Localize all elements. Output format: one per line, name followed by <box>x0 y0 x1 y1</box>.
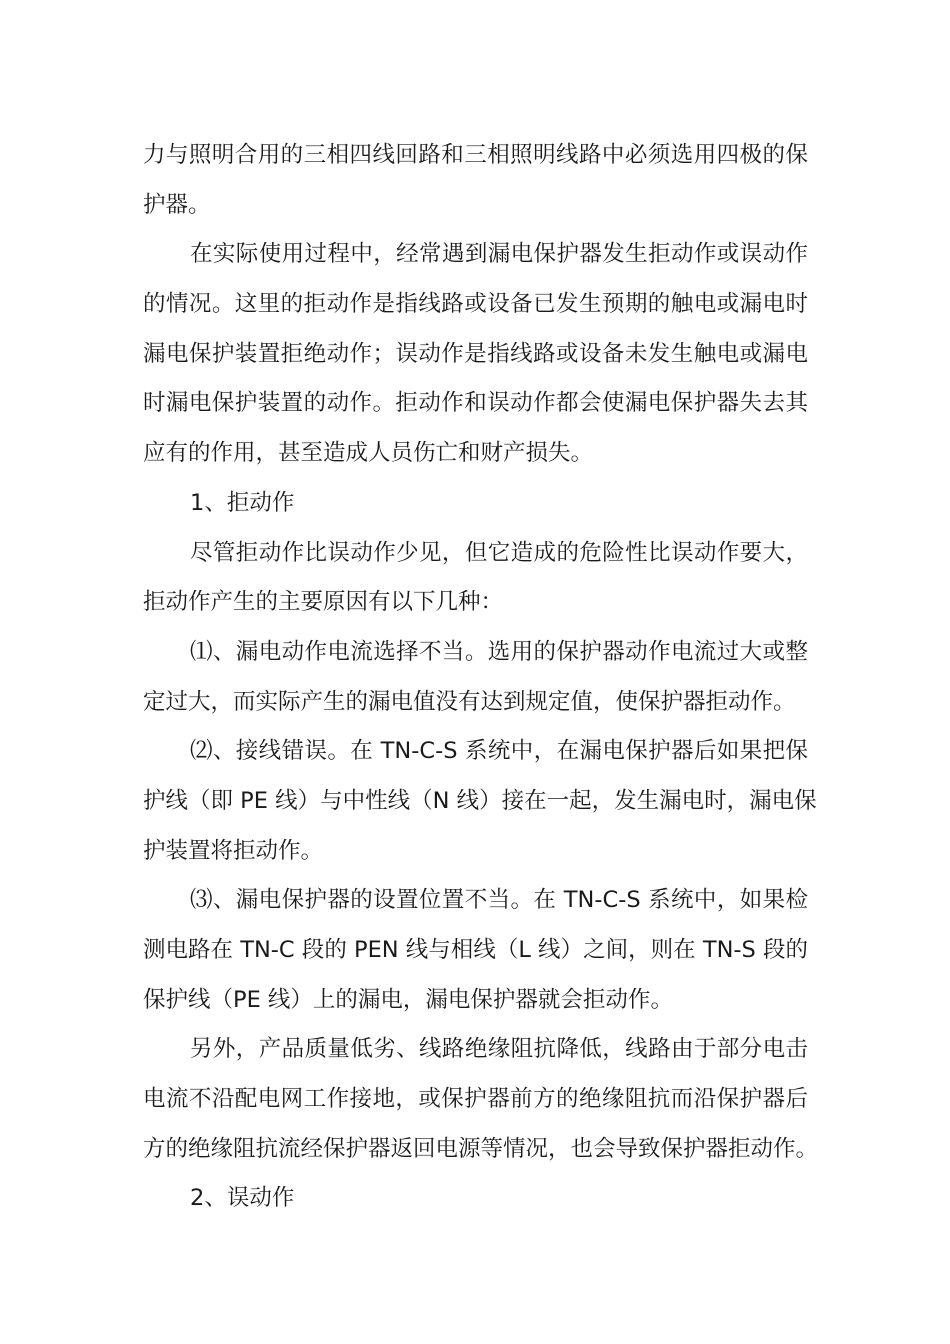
text-line: 方的绝缘阻抗流经保护器返回电源等情况，也会导致保护器拒动作。 <box>143 1135 819 1162</box>
text-line: 护器。 <box>143 191 211 218</box>
text-line: 另外，产品质量低劣、线路绝缘阻抗降低，线路由于部分电击 <box>190 1036 808 1063</box>
text-line: 应有的作用，甚至造成人员伤亡和财产损失。 <box>143 440 594 467</box>
text-line: 2、误动作 <box>190 1185 295 1212</box>
text-line: 1、拒动作 <box>190 489 295 516</box>
text-line: 测电路在 TN-C 段的 PEN 线与相线（L 线）之间，则在 TN-S 段的 <box>143 937 808 963</box>
text-line: ⑶、漏电保护器的设置位置不当。在 TN-C-S 系统中，如果检 <box>190 887 808 914</box>
text-line: 护装置将拒动作。 <box>143 837 324 864</box>
text-line: 漏电保护装置拒绝动作；误动作是指线路或设备未发生触电或漏电 <box>143 340 808 367</box>
text-line: 电流不沿配电网工作接地，或保护器前方的绝缘阻抗而沿保护器后 <box>143 1086 808 1113</box>
text-line: ⑴、漏电动作电流选择不当。选用的保护器动作电流过大或整 <box>190 638 808 665</box>
text-line: 定过大，而实际产生的漏电值没有达到规定值，使保护器拒动作。 <box>143 688 796 715</box>
document-body <box>143 131 819 1224</box>
text-line: ⑵、接线错误。在 TN-C-S 系统中，在漏电保护器后如果把保 <box>190 738 808 765</box>
text-line: 保护线（PE 线）上的漏电，漏电保护器就会拒动作。 <box>143 986 673 1013</box>
text-line: 的情况。这里的拒动作是指线路或设备已发生预期的触电或漏电时 <box>143 291 808 318</box>
text-line: 力与照明合用的三相四线回路和三相照明线路中必须选用四极的保 <box>143 142 808 168</box>
text-line: 尽管拒动作比误动作少见，但它造成的危险性比误动作要大， <box>190 539 808 566</box>
text-line: 时漏电保护装置的动作。拒动作和误动作都会使漏电保护器失去其 <box>143 390 808 417</box>
text-line: 在实际使用过程中，经常遇到漏电保护器发生拒动作或误动作 <box>190 241 808 268</box>
text-line: 护线（即 PE 线）与中性线（N 线）接在一起，发生漏电时，漏电保 <box>143 787 817 814</box>
text-line: 拒动作产生的主要原因有以下几种： <box>143 589 504 616</box>
